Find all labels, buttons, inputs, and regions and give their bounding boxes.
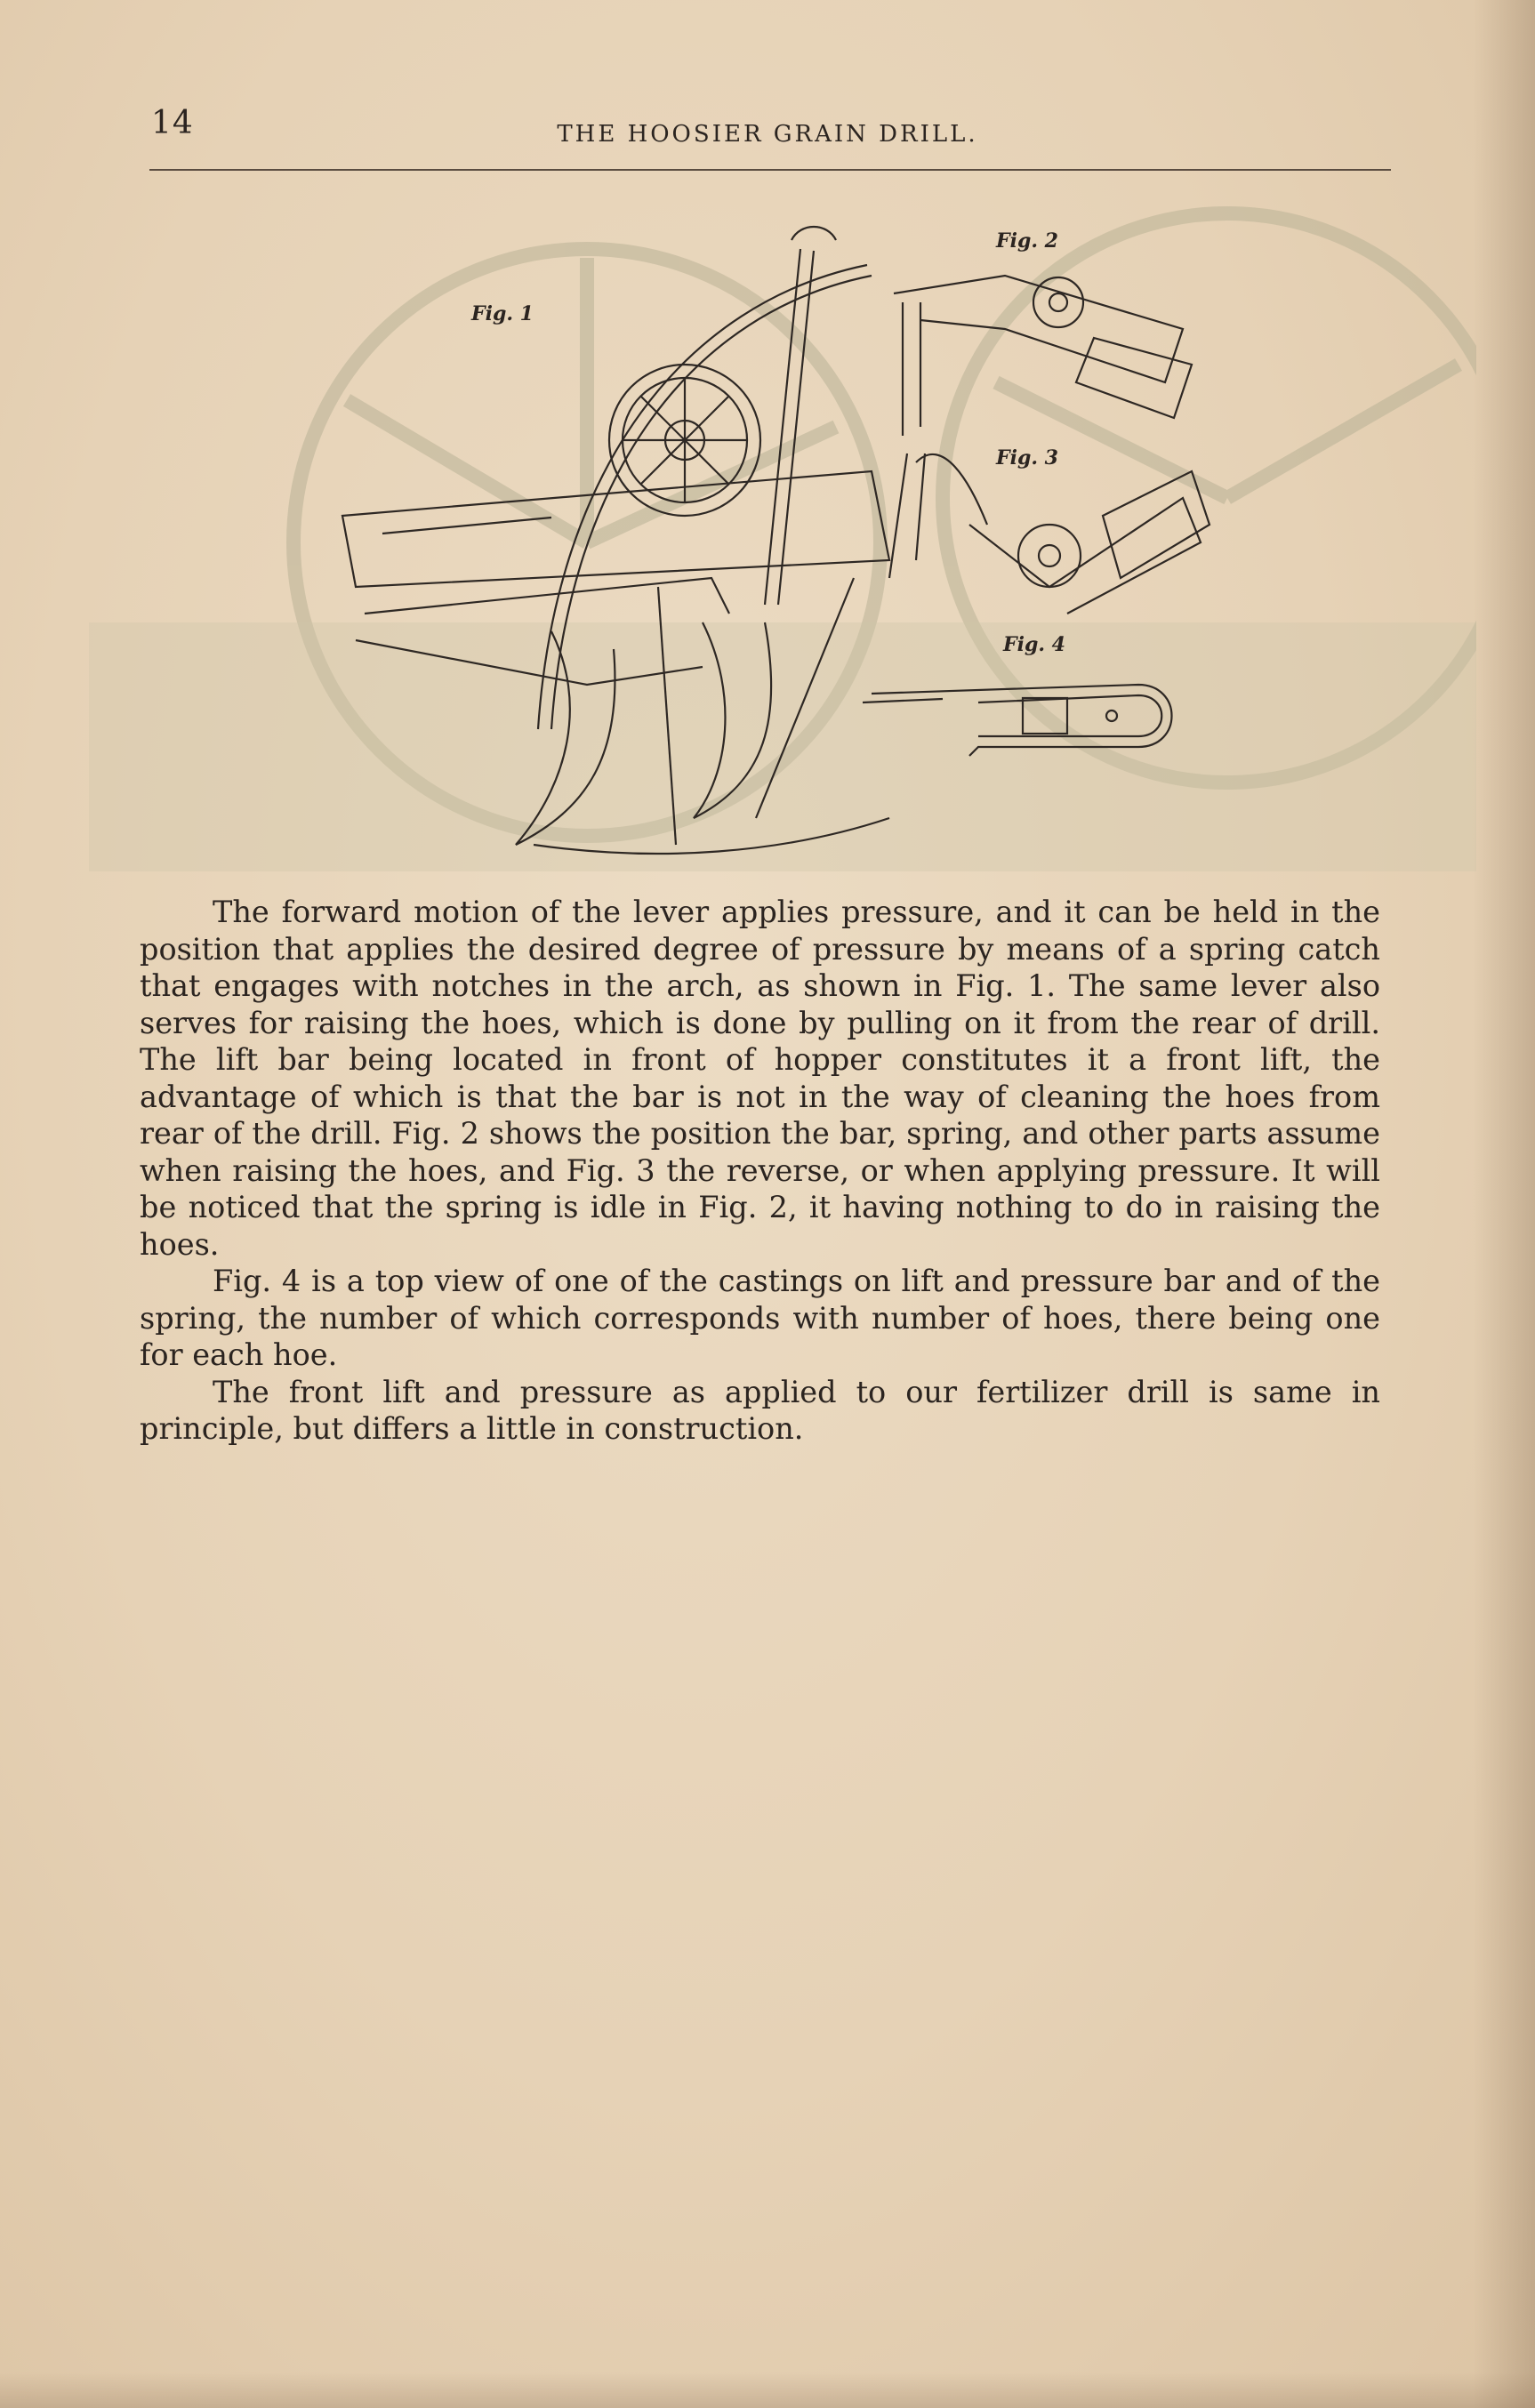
paragraph-3: The front lift and pressure as applied to our fertilizer drill is same in principle, but differs a little in construction. <box>140 1374 1380 1446</box>
body-text <box>140 894 1380 1448</box>
fig1-label: Fig. 1 <box>471 302 534 325</box>
paragraph-1: The forward motion of the lever applies pressure, and it can be held in the position that applies the desired degree of pressure by means of a spring catch that engages with notches in the arch, as shown in Fig. 1. The same lever also serves for raising the hoes, which is done by pulling on it from the rear of drill. The lift bar being located in front of hopper constitutes it a front lift, the advantage of which is that the bar is not in the way of cleaning the hoes from rear of the drill. Fig. 2 shows the position the bar, spring, and other parts assume when raising the hoes, and Fig. 3 the reverse, or when applying pressure. It will be noticed that the spring is idle in Fig. 2, it having nothing to do in raising the hoes. <box>140 895 1380 1262</box>
fig2-label: Fig. 2 <box>996 229 1058 253</box>
fig4-label: Fig. 4 <box>1003 633 1065 656</box>
fig3-label: Fig. 3 <box>996 446 1058 470</box>
running-title: THE HOOSIER GRAIN DRILL. <box>557 121 978 148</box>
page-number: 14 <box>151 105 194 141</box>
bottom-shadow <box>0 2372 1535 2408</box>
header-rule <box>149 169 1391 171</box>
grain-drill-illustration <box>89 205 1476 880</box>
spine-shadow <box>1473 0 1535 2408</box>
mechanism-drawing <box>89 205 1476 880</box>
paragraph-2: Fig. 4 is a top view of one of the castings on lift and pressure bar and of the spring, the number of which corresponds with number of hoes, there being one for each hoe. <box>140 1264 1380 1372</box>
